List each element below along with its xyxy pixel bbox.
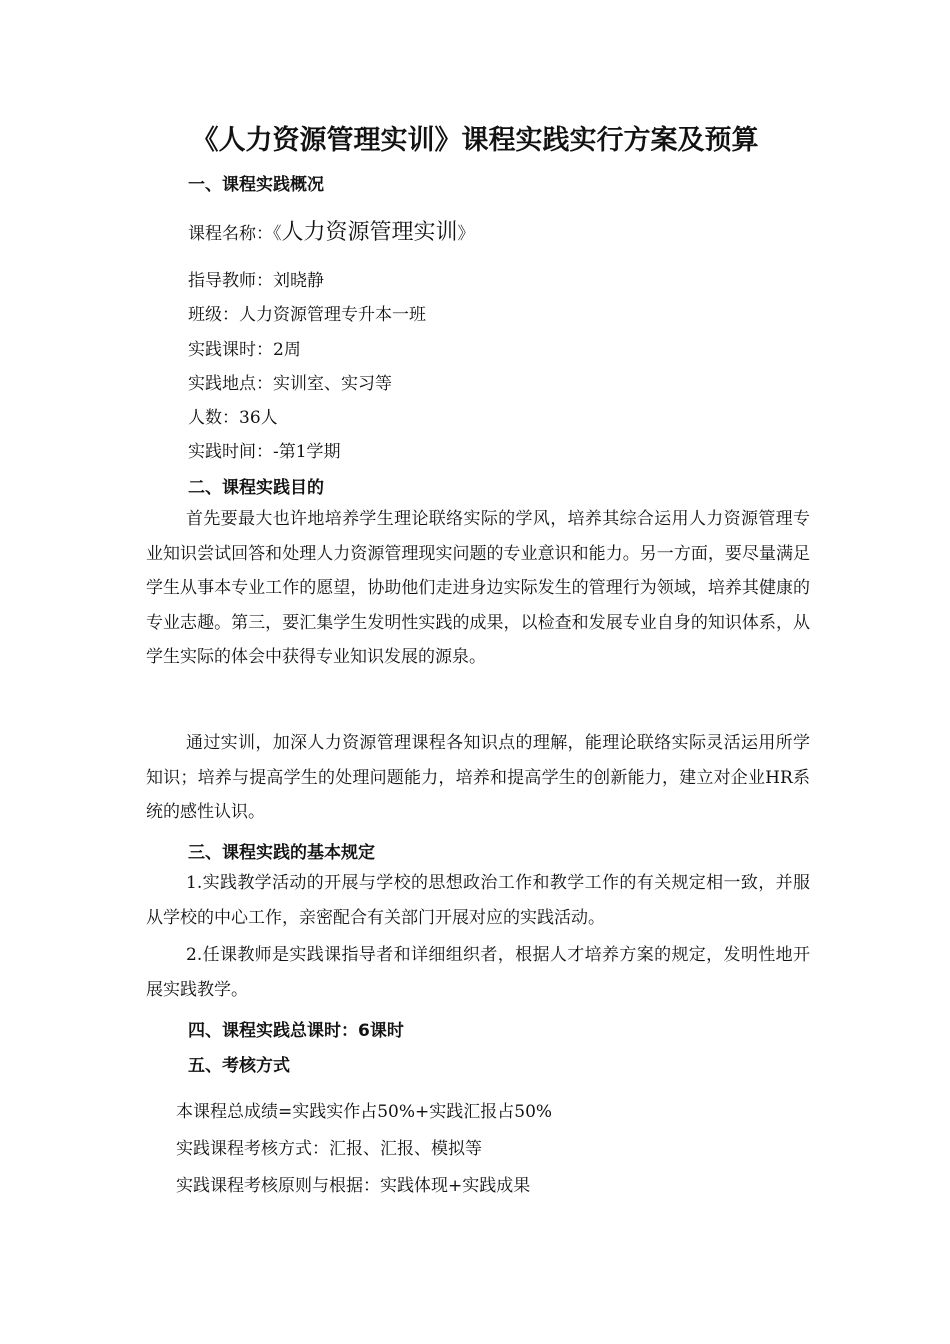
section-4-heading: 四、课程实践总课时：6课时	[188, 1021, 404, 1041]
assessment-line-2: 实践课程考核方式：汇报、汇报、模拟等	[176, 1139, 482, 1159]
class-line: 班级：人力资源管理专升本一班	[188, 305, 426, 325]
assessment-line-3: 实践课程考核原则与根据：实践体现+实践成果	[176, 1176, 531, 1196]
section-3-paragraph-2: 2.任课教师是实践课指导者和详细组织者，根据人才培养方案的规定，发明性地开展实践教学。	[146, 945, 810, 1000]
section-3-heading: 三、课程实践的基本规定	[188, 843, 375, 863]
section-2-paragraph-1: 首先要最大也许地培养学生理论联络实际的学风，培养其综合运用人力资源管理专业知识尝试回答和处理人力资源管理现实问题的专业意识和能力。另一方面，要尽量满足学生从事本专业工作的愿望，协助他们走进身边实际发生的管理行为领域，培养其健康的专业志趣。第三，要汇集学生发明性实践的成果，以检查和发展专业自身的知识体系，从学生实际的体会中获得专业知识发展的源泉。	[146, 509, 810, 667]
hours-line: 实践课时：2周	[188, 340, 301, 360]
document-title: 《人力资源管理实训》课程实践实行方案及预算	[191, 125, 759, 156]
course-name-close: 》	[457, 224, 475, 244]
section-2-paragraph-2: 通过实训，加深人力资源管理课程各知识点的理解，能理论联络实际灵活运用所学知识；培养与提高学生的处理问题能力，培养和提高学生的创新能力，建立对企业HR系统的感性认识。	[146, 733, 810, 822]
assessment-line-1: 本课程总成绩=实践实作占50%+实践汇报占50%	[176, 1102, 553, 1122]
location-line: 实践地点：实训室、实习等	[188, 374, 392, 394]
people-line: 人数：36人	[188, 408, 278, 428]
section-1-heading: 一、课程实践概况	[188, 175, 324, 195]
course-name-line	[188, 215, 475, 246]
teacher-line: 指导教师：刘晓静	[188, 271, 324, 291]
section-5-heading: 五、考核方式	[188, 1056, 290, 1076]
section-3-paragraph-1: 1.实践教学活动的开展与学校的思想政治工作和教学工作的有关规定相一致，并服从学校的中心工作，亲密配合有关部门开展对应的实践活动。	[146, 873, 810, 928]
section-2-heading: 二、课程实践目的	[188, 478, 324, 498]
course-name-value: 人力资源管理实训	[281, 220, 458, 245]
course-name-label: 课程名称：《	[188, 224, 282, 244]
time-line: 实践时间：-第1学期	[188, 442, 341, 462]
